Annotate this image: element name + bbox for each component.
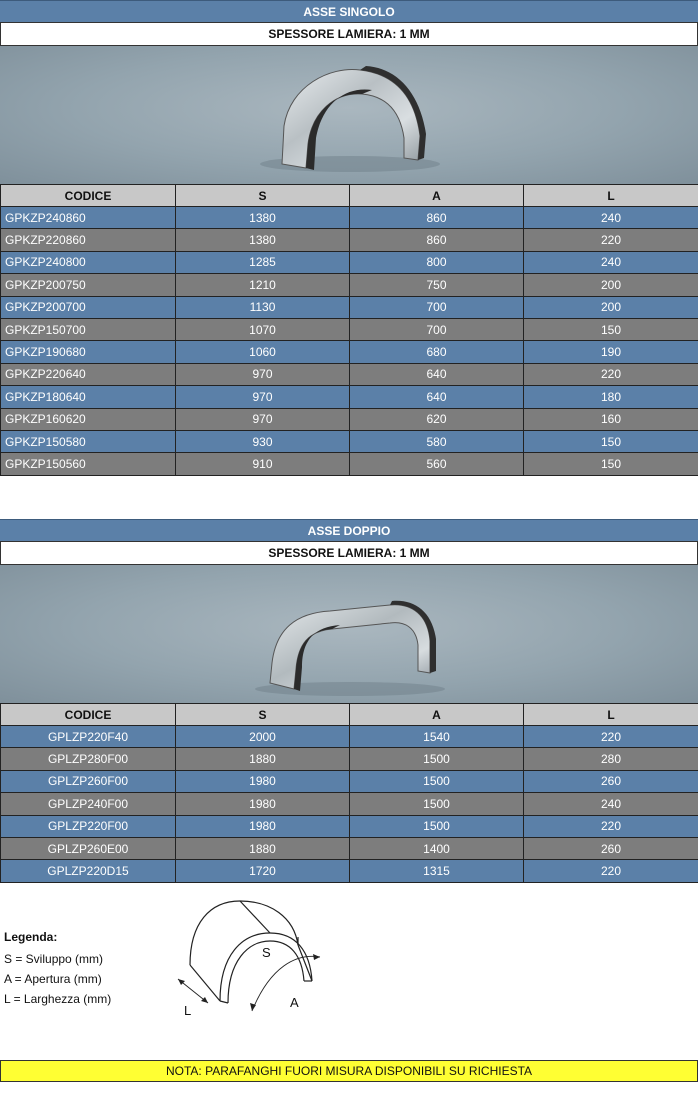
double-axle-title: ASSE DOPPIO bbox=[0, 519, 698, 541]
table-row bbox=[1, 386, 698, 408]
table-row bbox=[1, 296, 698, 318]
cell-a: 640 bbox=[350, 363, 524, 385]
cell-a: 1500 bbox=[350, 815, 524, 837]
table-row bbox=[1, 748, 698, 770]
cell-code: GPLZP260F00 bbox=[1, 770, 176, 792]
fender-dimension-diagram bbox=[170, 893, 340, 1023]
double-axle-header-row bbox=[1, 704, 698, 726]
header-a: A bbox=[350, 185, 524, 207]
legend-title: Legenda: bbox=[4, 930, 58, 944]
header-s: S bbox=[176, 704, 350, 726]
cell-l: 190 bbox=[524, 341, 698, 363]
legend-item-l: L = Larghezza (mm) bbox=[4, 992, 112, 1006]
cell-code: GPKZP200700 bbox=[1, 296, 176, 318]
cell-s: 1720 bbox=[176, 860, 350, 882]
cell-a: 1315 bbox=[350, 860, 524, 882]
cell-l: 150 bbox=[524, 453, 698, 475]
cell-a: 700 bbox=[350, 296, 524, 318]
cell-l: 160 bbox=[524, 408, 698, 430]
cell-code: GPKZP200750 bbox=[1, 274, 176, 296]
double-axle-section bbox=[0, 519, 698, 883]
single-fender-photo bbox=[0, 46, 698, 184]
cell-s: 1070 bbox=[176, 318, 350, 340]
table-row bbox=[1, 837, 698, 859]
single-axle-header-row bbox=[1, 185, 698, 207]
cell-code: GPLZP280F00 bbox=[1, 748, 176, 770]
cell-s: 970 bbox=[176, 363, 350, 385]
cell-l: 280 bbox=[524, 748, 698, 770]
cell-s: 1880 bbox=[176, 837, 350, 859]
header-s: S bbox=[176, 185, 350, 207]
cell-a: 860 bbox=[350, 207, 524, 229]
cell-code: GPLZP240F00 bbox=[1, 793, 176, 815]
cell-l: 220 bbox=[524, 726, 698, 748]
cell-l: 150 bbox=[524, 318, 698, 340]
legend-item-s: S = Sviluppo (mm) bbox=[4, 952, 104, 966]
cell-code: GPKZP150560 bbox=[1, 453, 176, 475]
cell-code: GPKZP220860 bbox=[1, 229, 176, 251]
cell-l: 240 bbox=[524, 251, 698, 273]
table-row bbox=[1, 363, 698, 385]
double-fender-image bbox=[0, 565, 698, 703]
cell-s: 910 bbox=[176, 453, 350, 475]
header-l: L bbox=[524, 185, 698, 207]
cell-l: 220 bbox=[524, 229, 698, 251]
table-row bbox=[1, 793, 698, 815]
diagram-label-l: L bbox=[184, 1003, 192, 1018]
table-row bbox=[1, 318, 698, 340]
cell-l: 220 bbox=[524, 815, 698, 837]
table-row bbox=[1, 860, 698, 882]
cell-s: 1380 bbox=[176, 229, 350, 251]
cell-s: 2000 bbox=[176, 726, 350, 748]
cell-s: 1060 bbox=[176, 341, 350, 363]
cell-code: GPKZP240860 bbox=[1, 207, 176, 229]
header-a: A bbox=[350, 704, 524, 726]
cell-code: GPLZP220F40 bbox=[1, 726, 176, 748]
single-axle-section bbox=[0, 0, 698, 476]
cell-l: 240 bbox=[524, 793, 698, 815]
cell-l: 220 bbox=[524, 860, 698, 882]
cell-a: 800 bbox=[350, 251, 524, 273]
cell-code: GPKZP160620 bbox=[1, 408, 176, 430]
double-axle-subtitle: SPESSORE LAMIERA: 1 MM bbox=[0, 541, 698, 565]
cell-code: GPKZP150700 bbox=[1, 318, 176, 340]
table-row bbox=[1, 229, 698, 251]
header-codice: CODICE bbox=[1, 185, 176, 207]
cell-l: 220 bbox=[524, 363, 698, 385]
single-axle-subtitle: SPESSORE LAMIERA: 1 MM bbox=[0, 22, 698, 46]
cell-a: 1500 bbox=[350, 793, 524, 815]
single-axle-title: ASSE SINGOLO bbox=[0, 0, 698, 22]
table-row bbox=[1, 726, 698, 748]
cell-code: GPKZP240800 bbox=[1, 251, 176, 273]
cell-s: 1880 bbox=[176, 748, 350, 770]
cell-code: GPLZP260E00 bbox=[1, 837, 176, 859]
table-row bbox=[1, 207, 698, 229]
cell-a: 560 bbox=[350, 453, 524, 475]
table-row bbox=[1, 274, 698, 296]
cell-l: 180 bbox=[524, 386, 698, 408]
cell-a: 860 bbox=[350, 229, 524, 251]
table-row bbox=[1, 408, 698, 430]
cell-l: 200 bbox=[524, 296, 698, 318]
diagram-label-s: S bbox=[262, 945, 271, 960]
cell-code: GPLZP220D15 bbox=[1, 860, 176, 882]
table-row bbox=[1, 453, 698, 475]
cell-a: 1400 bbox=[350, 837, 524, 859]
header-l: L bbox=[524, 704, 698, 726]
header-codice: CODICE bbox=[1, 704, 176, 726]
single-axle-table bbox=[0, 184, 698, 476]
table-row bbox=[1, 770, 698, 792]
double-fender-photo bbox=[0, 565, 698, 703]
cell-code: GPKZP220640 bbox=[1, 363, 176, 385]
legend-item-a: A = Apertura (mm) bbox=[4, 972, 102, 986]
table-row bbox=[1, 430, 698, 452]
cell-l: 240 bbox=[524, 207, 698, 229]
cell-l: 260 bbox=[524, 837, 698, 859]
cell-a: 750 bbox=[350, 274, 524, 296]
table-row bbox=[1, 341, 698, 363]
cell-s: 930 bbox=[176, 430, 350, 452]
diagram-label-a: A bbox=[290, 995, 299, 1010]
cell-s: 1130 bbox=[176, 296, 350, 318]
cell-a: 680 bbox=[350, 341, 524, 363]
cell-a: 700 bbox=[350, 318, 524, 340]
cell-s: 1210 bbox=[176, 274, 350, 296]
note-banner: NOTA: PARAFANGHI FUORI MISURA DISPONIBILI SU RICHIESTA bbox=[0, 1060, 698, 1082]
cell-code: GPKZP180640 bbox=[1, 386, 176, 408]
cell-s: 1380 bbox=[176, 207, 350, 229]
cell-s: 1980 bbox=[176, 770, 350, 792]
legend bbox=[4, 930, 111, 1012]
double-axle-table bbox=[0, 703, 698, 883]
cell-a: 620 bbox=[350, 408, 524, 430]
cell-a: 1540 bbox=[350, 726, 524, 748]
cell-s: 1980 bbox=[176, 815, 350, 837]
cell-s: 1285 bbox=[176, 251, 350, 273]
cell-a: 1500 bbox=[350, 770, 524, 792]
cell-s: 970 bbox=[176, 386, 350, 408]
cell-l: 150 bbox=[524, 430, 698, 452]
cell-l: 260 bbox=[524, 770, 698, 792]
cell-code: GPKZP190680 bbox=[1, 341, 176, 363]
cell-code: GPKZP150580 bbox=[1, 430, 176, 452]
cell-a: 640 bbox=[350, 386, 524, 408]
cell-s: 1980 bbox=[176, 793, 350, 815]
single-fender-image bbox=[0, 46, 698, 184]
cell-code: GPLZP220F00 bbox=[1, 815, 176, 837]
cell-s: 970 bbox=[176, 408, 350, 430]
cell-a: 1500 bbox=[350, 748, 524, 770]
cell-a: 580 bbox=[350, 430, 524, 452]
cell-l: 200 bbox=[524, 274, 698, 296]
table-row bbox=[1, 815, 698, 837]
table-row bbox=[1, 251, 698, 273]
